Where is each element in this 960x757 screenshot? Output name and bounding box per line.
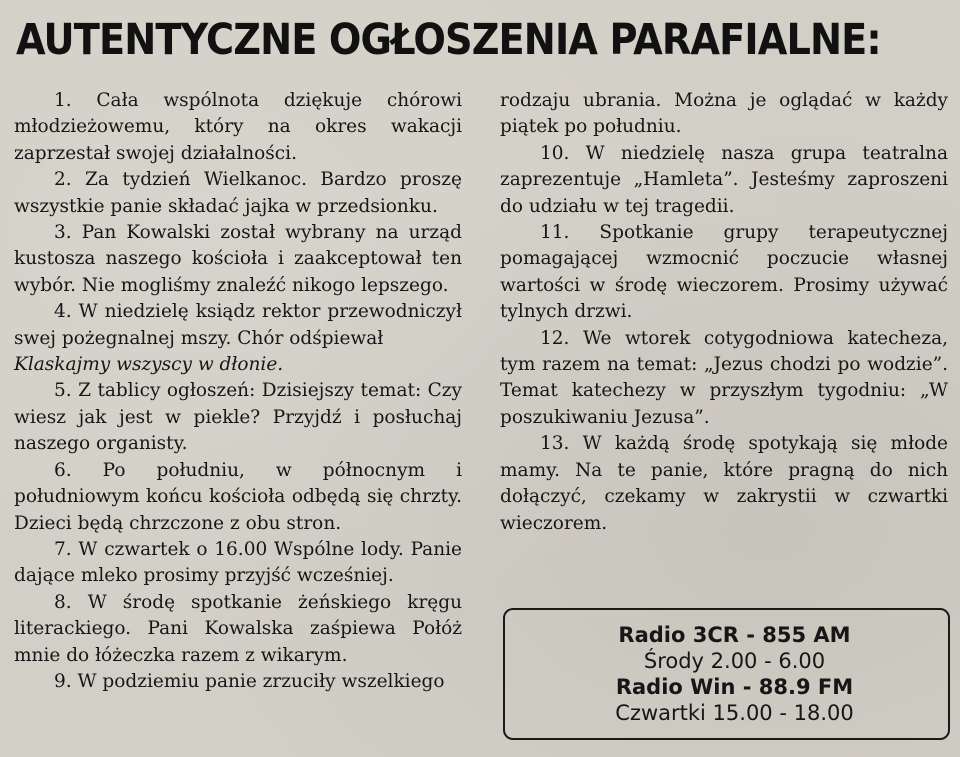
- announcement-10: 10. W niedzielę nasza grupa teatralna zaprezentuje „Hamleta”. Jesteśmy zaproszeni do udziału w tej tragedii.: [500, 142, 948, 217]
- announcement-9-continued: rodzaju ubrania. Można je oglądać w każdy piątek po południu.: [500, 90, 948, 138]
- announcement-2: 2. Za tydzień Wielkanoc. Bardzo proszę wszystkie panie składać jajka w przedsionku.: [14, 169, 462, 217]
- radio-time-1: Środy 2.00 - 6.00: [643, 649, 826, 673]
- radio-time-2: Czwartki 15.00 - 18.00: [615, 701, 854, 725]
- announcement-12: 12. We wtorek cotygodniowa katecheza, tym razem na temat: „Jezus chodzi po wodzie”. Temat katechezy w przyszłym tygodniu: „W poszukiwaniu Jezusa”.: [500, 327, 948, 428]
- announcement-4-song-title: Klaskajmy wszyscy w dłonie.: [14, 354, 284, 376]
- right-column: [500, 88, 948, 537]
- announcement-4: 4. W niedzielę ksiądz rektor przewodniczył swej pożegnalnej mszy. Chór odśpiewał: [14, 301, 462, 349]
- announcement-11: 11. Spotkanie grupy terapeutycznej pomagającej wzmocnić poczucie własnej wartości w środę wieczorem. Prosimy używać tylnych drzwi.: [500, 222, 948, 323]
- announcement-9: 9. W podziemiu panie zrzuciły wszelkiego: [54, 670, 445, 692]
- announcement-8: 8. W środę spotkanie żeńskiego kręgu literackiego. Pani Kowalska zaśpiewa Połóż mnie do łóżeczka razem z wikarym.: [14, 591, 462, 666]
- radio-schedule-box: [503, 608, 950, 740]
- left-column: [14, 88, 462, 695]
- announcement-3: 3. Pan Kowalski został wybrany na urząd kustosza naszego kościoła i zaakceptował ten wybór. Nie mogliśmy znaleźć nikogo lepszego.: [14, 222, 462, 296]
- radio-station-1: Radio 3CR - 855 AM: [618, 623, 851, 647]
- radio-station-2: Radio Win - 88.9 FM: [615, 675, 854, 699]
- announcement-6: 6. Po południu, w północnym i południowym końcu kościoła odbędą się chrzty. Dzieci będą chrzczone z obu stron.: [14, 459, 462, 534]
- announcement-5: 5. Z tablicy ogłoszeń: Dzisiejszy temat: Czy wiesz jak jest w piekle? Przyjdź i posłuchaj naszego organisty.: [14, 380, 462, 455]
- announcement-13: 13. W każdą środę spotykają się młode mamy. Na te panie, które pragną do nich dołączyć, czekamy w zakrystii w czwartki wieczorem.: [500, 433, 948, 534]
- page-title: AUTENTYCZNE OGŁOSZENIA PARAFIALNE:: [16, 15, 881, 65]
- announcement-7: 7. W czwartek o 16.00 Wspólne lody. Panie dające mleko prosimy przyjść wcześniej.: [14, 538, 462, 587]
- announcement-1: 1. Cała wspólnota dziękuje chórowi młodzieżowemu, który na okres wakacji zaprzestał swojej działalności.: [14, 90, 462, 164]
